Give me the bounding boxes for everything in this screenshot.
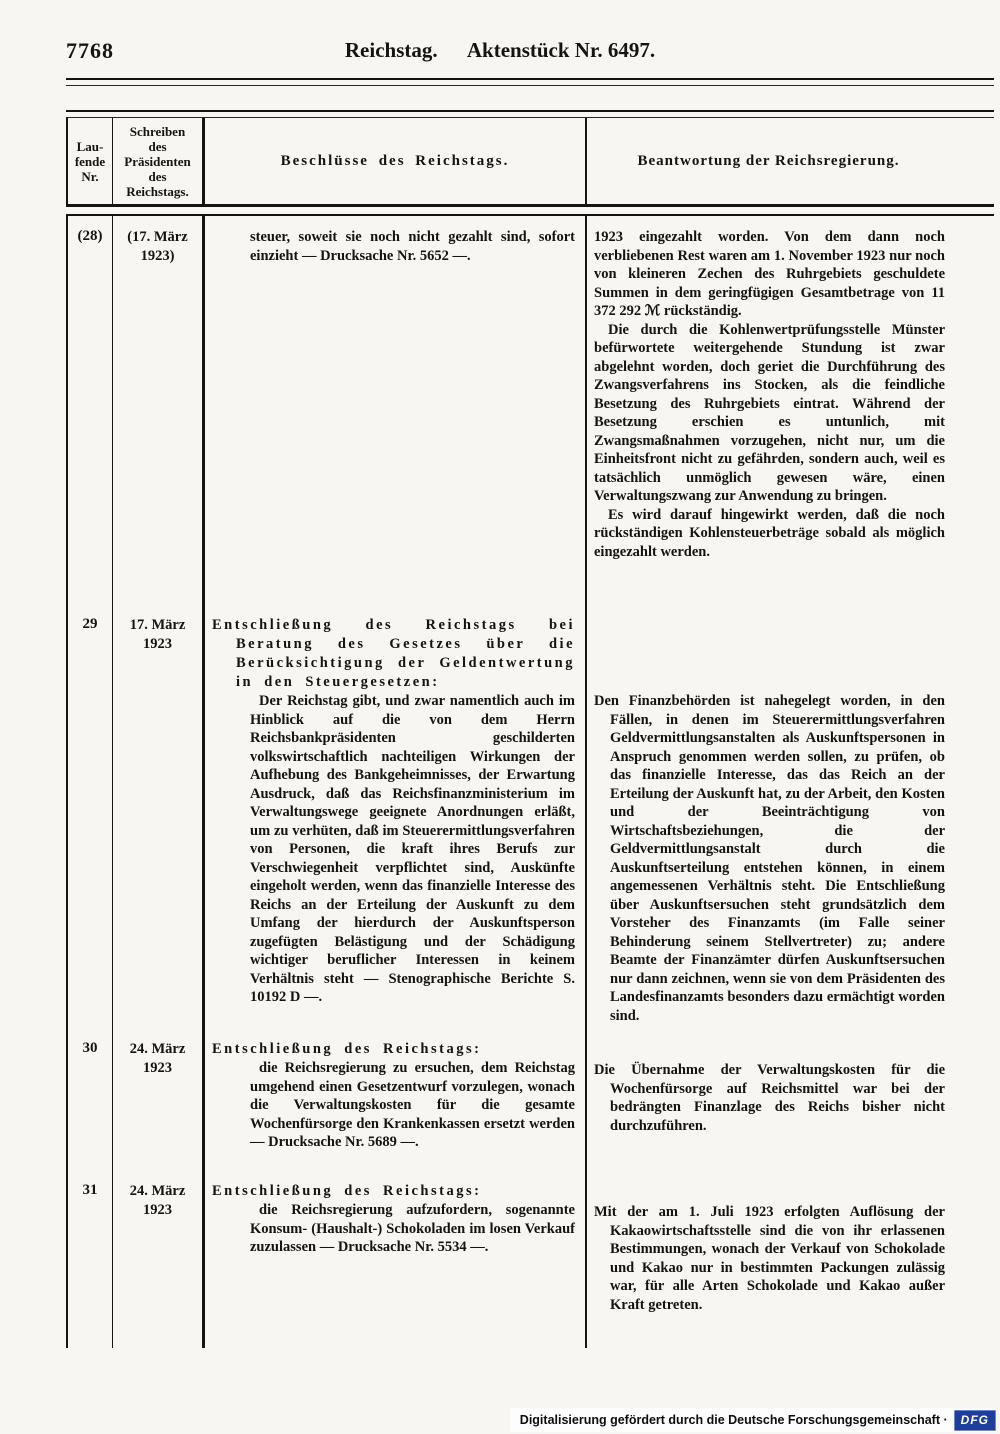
column-header-laufende-nr: Lau- fende Nr. (68, 118, 113, 204)
antwort-paragraph: Es wird darauf hingewirkt werden, daß die noch rückständigen Kohlensteuerbeträge sobald als möglich eingezahlt werden. (594, 506, 945, 560)
table-header-row (68, 118, 950, 204)
table-row-30 (68, 1028, 950, 1170)
antwort-paragraph: Die durch die Kohlenwertprüfungsstelle Münster befürwortete weitergehende Stundung ist zwar abgelehnt worden, doch geriet die Durchführung des Zwangsverfahrens ins Stocken, als die feindliche Besetzung des Ruhrgebiets eintrat. Während der Besetzung erschien es untunlich, mit Zwangsmaßnahmen vorzugehen, nicht nur, um die Einheitsfront nicht zu gefährden, sondern auch, weil es tatsächlich unmöglich gewesen wäre, einen Verwaltungszwang zur Anwendung zu bringen. (594, 321, 945, 504)
beschluss-cell (205, 216, 587, 604)
antwort-cell (587, 604, 950, 1028)
table-row-28 (68, 216, 950, 604)
credit-text: Digitalisierung gefördert durch die Deutsche Forschungsgemeinschaft · (519, 1413, 948, 1427)
column-header-beschluesse: Beschlüsse des Reichstags. (205, 118, 587, 204)
row-number: 29 (68, 604, 113, 1028)
antwort-paragraph: 1923 eingezahlt worden. Von dem dann noch verbliebenen Rest waren am 1. November 1923 nur noch von kleineren Zechen des Ruhrgebiets geschuldete Summen in dem geringfügigen Gesamtbetrage von 11 372 292 ℳ rückständig. (594, 229, 945, 319)
beschluss-text: die Reichsregierung zu ersuchen, dem Reichstag umgehend einen Gesetzentwurf vorzulegen, wonach die Verwaltungskosten für die gesamte Wochenfürsorge den Krankenkassen ersetzt werden — Drucksache Nr. 5689 —. (250, 1060, 575, 1150)
beschluss-heading: Entschließung des Reichstags: (212, 1183, 482, 1199)
row-date: 17. März 1923 (113, 604, 205, 1028)
digitization-credit (510, 1408, 996, 1432)
row-number: 31 (68, 1170, 113, 1348)
beschluss-text: Der Reichstag gibt, und zwar namentlich auch im Hinblick auf die von dem Herrn Reichsbankpräsidenten geschilderten volkswirtschaftlich nachteiligen Wirkungen der Aufhebung des Bankgeheimnisses, der Erwartung Ausdruck, daß das Reichsfinanzministerium im Verwaltungswege geeignete Anordnungen erläßt, um zu verhüten, daß im Steuerermittlungsverfahren von Personen, die kraft ihres Berufs zur Verschwiegenheit verpflichtet sind, Auskünfte eingeholt werden, wenn das finanzielle Interesse des Reichs an der Erteilung der Auskunft zu dem Umfang der hierdurch der Auskunftsperson zugefügten Belästigung und der Schädigung wichtiger beruflicher Interessen in keinem Verhältnis steht — Stenographische Berichte S. 10192 D —. (250, 693, 575, 1005)
masthead (0, 38, 1000, 72)
table-header-rule (66, 204, 994, 216)
masthead-rule (66, 78, 994, 86)
row-date: 24. März 1923 (113, 1028, 205, 1170)
antwort-paragraph: Die Übernahme der Verwaltungskosten für die Wochenfürsorge auf Reichsmittel war bei der bedrängten Finanzlage des Reichs bisher nicht durchzuführen. (594, 1062, 945, 1134)
antwort-paragraph: Mit der am 1. Juli 1923 erfolgten Auflösung der Kakaowirtschaftsstelle sind die von ihr erlassenen Bestimmungen, wonach der Verkauf von Schokolade und Kakao nur in bestimmten Packungen zulässig war, für alle Arten Schokolade und Kakao außer Kraft getreten. (594, 1204, 945, 1313)
row-number: 30 (68, 1028, 113, 1170)
page-title-right: Aktenstück Nr. 6497. (466, 38, 656, 62)
column-header-beantwortung: Beantwortung der Reichsregierung. (637, 152, 900, 169)
beschluss-cell (205, 1170, 587, 1348)
page-title (0, 38, 1000, 63)
table-top-rule (66, 110, 994, 118)
beschluss-heading: Entschließung des Reichstags: (212, 1041, 482, 1057)
records-table (66, 110, 994, 1348)
row-date: (17. März 1923) (113, 216, 205, 604)
antwort-cell (587, 1170, 950, 1348)
row-number: (28) (68, 216, 113, 604)
column-header-schreiben: Schreiben des Präsidenten des Reichstags. (113, 118, 205, 204)
beschluss-cell (205, 604, 587, 1028)
page-number: 7768 (66, 38, 114, 63)
beschluss-text: die Reichsregierung aufzufordern, sogenannte Konsum- (Haushalt-) Schokoladen im losen Verkauf zuzulassen — Drucksache Nr. 5534 —. (250, 1202, 575, 1255)
table-row-31 (68, 1170, 950, 1348)
dfg-logo: DFG (954, 1410, 996, 1431)
beschluss-heading: Entschließung des Reichstags bei Beratung des Gesetzes über die Berücksichtigung der Geldentwertung in den Steuergesetzen: (212, 617, 575, 690)
beschluss-text: steuer, soweit sie noch nicht gezahlt sind, sofort einzieht — Drucksache Nr. 5652 —. (250, 229, 575, 264)
table-row-29 (68, 604, 950, 1028)
page-title-left: Reichstag. (344, 38, 438, 62)
beschluss-cell (205, 1028, 587, 1170)
antwort-cell (587, 216, 950, 604)
antwort-cell (587, 1028, 950, 1170)
antwort-paragraph: Den Finanzbehörden ist nahegelegt worden, in den Fällen, in denen im Steuerermittlungsverfahren Geldvermittlungsanstalten als Auskunftspersonen in Anspruch genommen werden sollen, zu prüfen, ob das finanzielle Interesse, das das Reich an der Erteilung der Auskunft hat, zu der Arbeit, den Kosten und der Beeinträchtigung von Wirtschaftsbeziehungen, die der Geldvermittlungsanstalt durch die Auskunftserteilung entstehen können, in einem angemessenen Verhältnis steht. Die Entschließung über Auskunftsersuchen steht grundsätzlich dem Vorsteher des Finanzamts (im Falle seiner Behinderung seinem Stellvertreter) zu; andere Beamte der Finanzämter dürfen Auskunftsersuchen nur dann zeichnen, wenn sie von dem Präsidenten des Landesfinanzamts besonders dazu ermächtigt worden sind. (594, 693, 945, 1024)
row-date: 24. März 1923 (113, 1170, 205, 1348)
